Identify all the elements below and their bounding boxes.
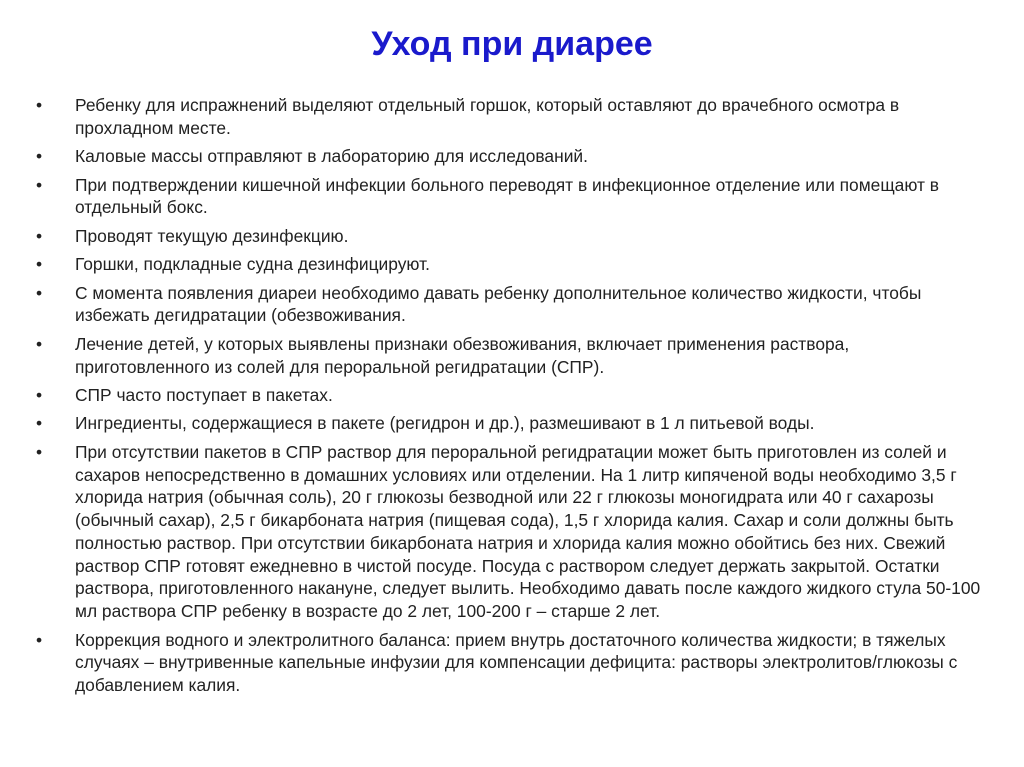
- bullet-icon: •: [36, 95, 43, 115]
- list-item: [36, 94, 986, 140]
- list-item: [36, 384, 986, 407]
- bullet-icon: •: [36, 282, 43, 303]
- bullet-icon: •: [36, 441, 43, 462]
- bullet-icon: •: [36, 146, 43, 167]
- list-item-text: Проводят текущую дезинфекцию.: [75, 225, 349, 246]
- list-item-text: Лечение детей, у которых выявлены признаки обезвоживания, включает применения раствора, приготовленного из солей для пероральной регидратации (СПР).: [75, 333, 850, 377]
- list-item-text: При отсутствии пакетов в СПР раствор для пероральной регидратации может быть приготовлен из солей и сахаров непосредственно в домашних условиях или отделении. На 1 литр кипяченой воды необходимо 3,5 г хлорида натрия (обычная соль), 20 г глюкозы безводной или 22 г глюкозы моногидрата или 40 г сахарозы (обычный сахар), 2,5 г бикарбоната натрия (пищевая сода), 1,5 г хлорида калия. Сахар и соли должны быть полностью раствор. При отсутствии бикарбоната натрия и хлорида калия можно обойтись без них. Свежий раствор СПР готовят ежедневно в чистой посуде. Посуда с раствором следует держать закрытой. Остатки раствора, приготовленного накануне, следует вылить. Необходимо давать после каждого жидкого стула 50-100 мл раствора СПР ребенку в возрасте до 2 лет, 100-200 г – старше 2 лет.: [75, 441, 981, 622]
- list-item-text: С момента появления диареи необходимо давать ребенку дополнительное количество жидкости, чтобы избежать дегидратации (обезвоживания.: [75, 282, 922, 326]
- bullet-icon: •: [36, 174, 43, 195]
- list-item: [36, 412, 986, 435]
- bullet-icon: •: [36, 629, 43, 650]
- list-item-text: Коррекция водного и электролитного баланса: прием внутрь достаточного количества жидкости; в тяжелых случаях – внутривенные капельные инфузии для компенсации дефицита: растворы электролитов/глюкозы с добавлением калия.: [75, 629, 958, 696]
- bullet-icon: •: [36, 333, 43, 354]
- list-item-text: Ребенку для испражнений выделяют отдельный горшок, который оставляют до врачебного осмотра в прохладном месте.: [75, 95, 900, 138]
- list-item-text: При подтверждении кишечной инфекции больного переводят в инфекционное отделение или помещают в отдельный бокс.: [75, 174, 940, 218]
- list-item: [36, 145, 986, 168]
- bullet-icon: •: [36, 225, 43, 246]
- list-item-text: СПР часто поступает в пакетах.: [75, 384, 333, 405]
- list-item: [36, 441, 986, 623]
- bullet-icon: •: [36, 413, 43, 434]
- list-item-text: Ингредиенты, содержащиеся в пакете (регидрон и др.), размешивают в 1 л питьевой воды.: [75, 413, 815, 434]
- list-item: [36, 225, 986, 248]
- list-item: [36, 253, 986, 276]
- list-item-text: Каловые массы отправляют в лабораторию для исследований.: [75, 146, 588, 167]
- list-item: [36, 174, 986, 220]
- list-item: [36, 629, 986, 697]
- slide-title: Уход при диарее: [371, 25, 653, 63]
- bullet-list: [36, 94, 986, 703]
- list-item: [36, 282, 986, 328]
- list-item-text: Горшки, подкладные судна дезинфицируют.: [75, 254, 430, 275]
- bullet-icon: •: [36, 384, 43, 405]
- bullet-icon: •: [36, 254, 43, 275]
- list-item: [36, 333, 986, 379]
